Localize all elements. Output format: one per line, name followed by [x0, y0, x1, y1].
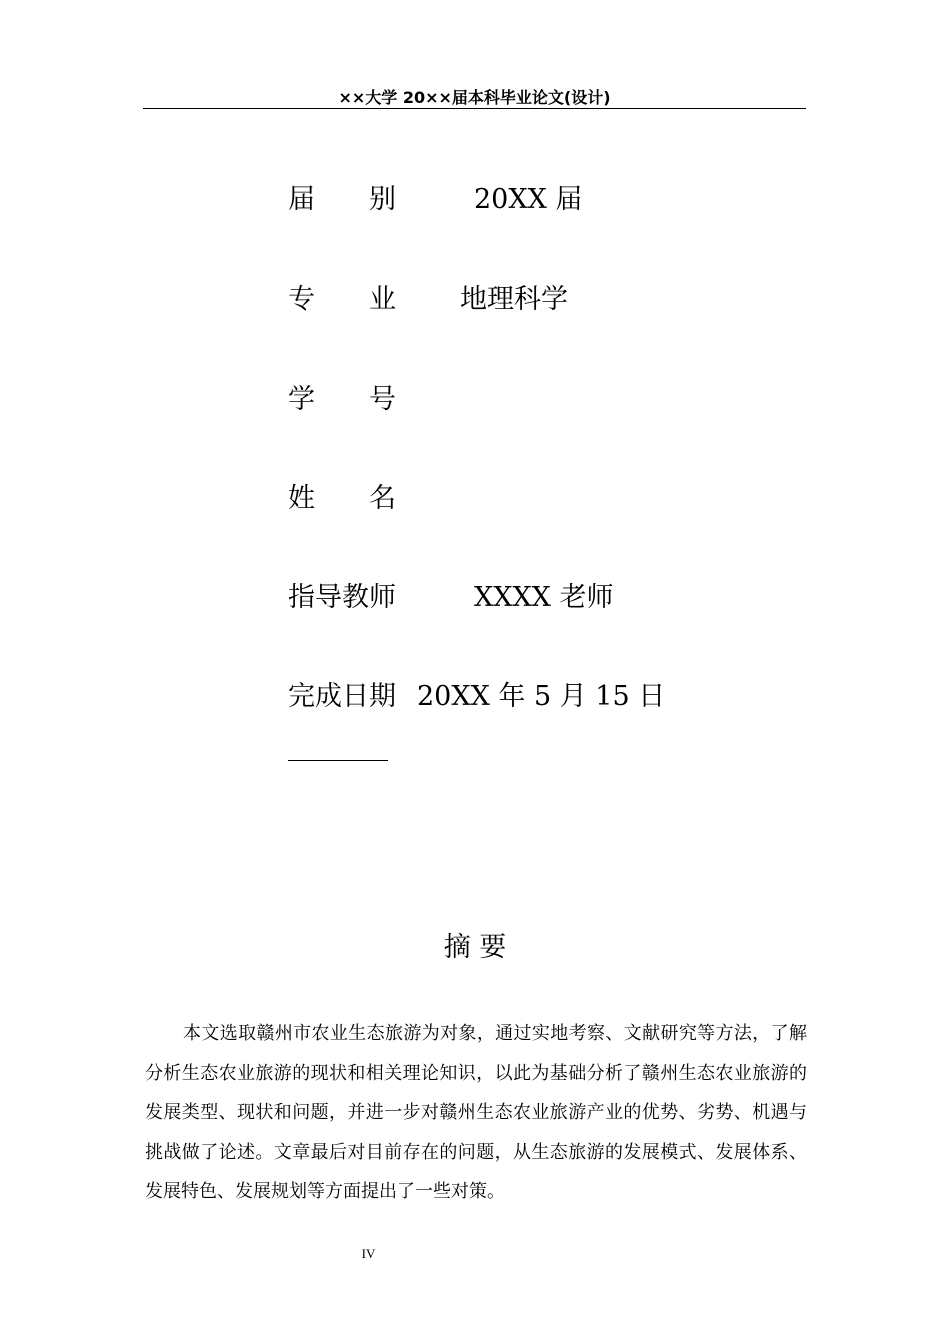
page-number: IV [361, 1246, 376, 1261]
abstract-title: 摘 要 [443, 932, 507, 963]
field-major-label: 专 业 [288, 284, 396, 315]
field-session-value: 20XX 届 [474, 184, 583, 215]
field-advisor-value: XXXX 老师 [474, 582, 614, 613]
field-major-value: 地理科学 [460, 284, 568, 315]
document-header: ××大学 20××届本科毕业论文(设计) [338, 88, 611, 107]
abstract-body: 本文选取赣州市农业生态旅游为对象，通过实地考察、文献研究等方法，了解分析生态农业旅游的现状和相关理论知识，以此为基础分析了赣州生态农业旅游的发展类型、现状和问题，并进一步对赣州生态农业旅游产业的优势、劣势、机遇与挑战做了论述。文章最后对目前存在的问题，从生态旅游的发展模式、发展体系、发展特色、发展规划等方面提出了一些对策。 [145, 1023, 807, 1202]
field-student-id-label: 学 号 [288, 384, 396, 415]
field-completion-date-value: 20XX 年 5 月 15 日 [417, 681, 666, 712]
field-advisor-label: 指导教师 [288, 582, 396, 613]
header-divider [143, 108, 806, 109]
field-session-label: 届 别 [288, 184, 396, 215]
field-completion-date-label: 完成日期 [288, 681, 396, 712]
blank-underline [288, 760, 388, 761]
field-name-label: 姓 名 [288, 483, 396, 514]
